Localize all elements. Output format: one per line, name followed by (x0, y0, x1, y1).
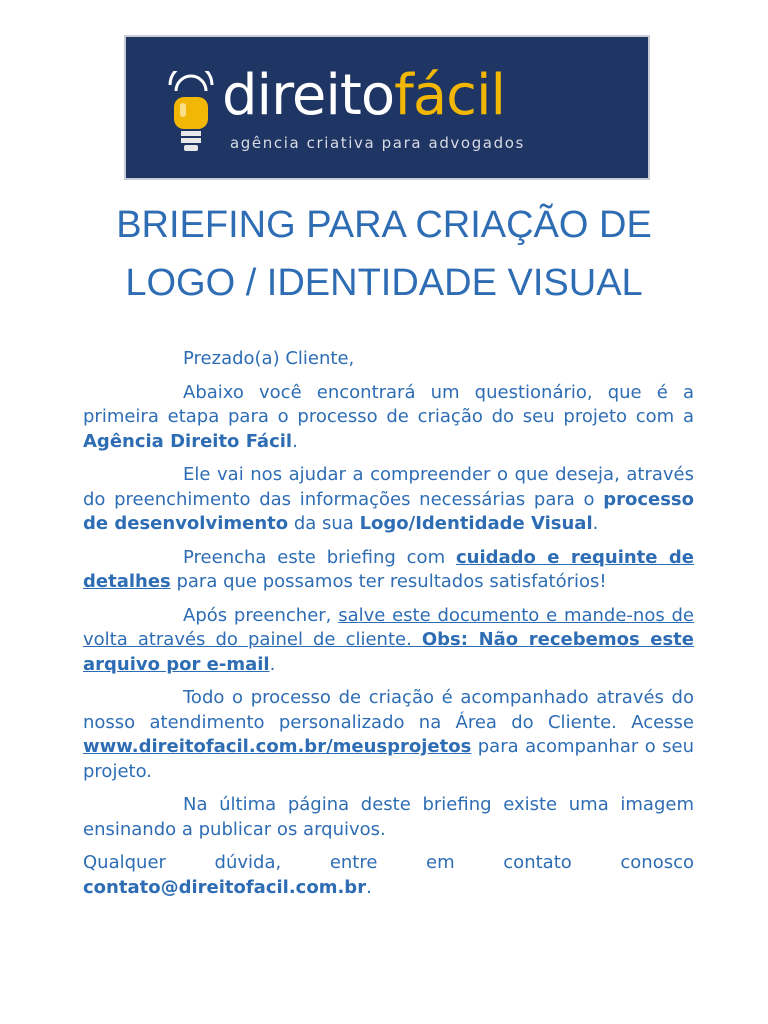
emphasis-process: processo de desenvolvimento (83, 488, 694, 534)
paragraph-text: . (292, 430, 298, 452)
paragraph-text: . (366, 876, 372, 898)
email-note: Obs: Não recebemos este arquivo por e-mail (83, 629, 694, 675)
paragraph-instructions (83, 546, 694, 595)
letter-body (83, 347, 694, 900)
agency-name: Agência Direito Fácil (83, 430, 293, 452)
emphasis-care: cuidado e requinte de detalhes (83, 546, 694, 592)
paragraph-last-page (83, 793, 694, 842)
title-line-2: LOGO / IDENTIDADE VISUAL (125, 262, 643, 304)
paragraph-text: Todo o processo de criação é acompanhado através do nosso atendimento personalizado na Área do Cliente. Acesse (83, 687, 694, 733)
paragraph-text: Após preencher, (183, 604, 339, 626)
paragraph-text: Ele vai nos ajudar a compreender o que deseja, através do preenchimento das informações necessárias para o (83, 464, 694, 510)
paragraph-return (83, 604, 694, 678)
logo-tagline: agência criativa para advogados (230, 134, 525, 152)
paragraph-text: para que possamos ter resultados satisfatórios! (170, 571, 607, 592)
logo-word-facil: fácil (394, 63, 506, 128)
underlined-instruction: salve este documento e mande-nos de volta através do painel de cliente. (83, 604, 694, 650)
paragraph-text: . (592, 513, 599, 534)
emphasis-logo: Logo/Identidade Visual (359, 513, 593, 534)
paragraph-contact (83, 851, 694, 900)
paragraph-text: Preencha este briefing com (183, 546, 456, 568)
title-line-1: BRIEFING PARA CRIAÇÃO DE (116, 204, 652, 246)
logo-wordmark (222, 61, 505, 131)
greeting-text: Prezado(a) Cliente, (183, 348, 355, 369)
document-title (60, 196, 708, 312)
paragraph-text: . (269, 653, 276, 675)
paragraph-text: Qualquer dúvida, entre em contato conosco (83, 852, 694, 873)
paragraph-purpose (83, 463, 694, 537)
projects-link[interactable]: www.direitofacil.com.br/meusprojetos (83, 736, 472, 757)
paragraph-intro (83, 381, 694, 455)
paragraph-text: para acompanhar o seu projeto. (83, 736, 694, 782)
greeting (83, 347, 694, 372)
paragraph-text: da sua (288, 513, 360, 534)
company-logo (126, 37, 648, 178)
paragraph-followup (83, 686, 694, 784)
contact-email[interactable]: contato@direitofacil.com.br (83, 876, 367, 898)
paragraph-text: Abaixo você encontrará um questionário, que é a primeira etapa para o processo de criação do seu projeto com a (83, 381, 694, 427)
paragraph-text: Na última página deste briefing existe uma imagem ensinando a publicar os arquivos. (83, 794, 694, 840)
logo-word-direito: direito (222, 63, 395, 128)
lightbulb-icon (166, 71, 216, 153)
